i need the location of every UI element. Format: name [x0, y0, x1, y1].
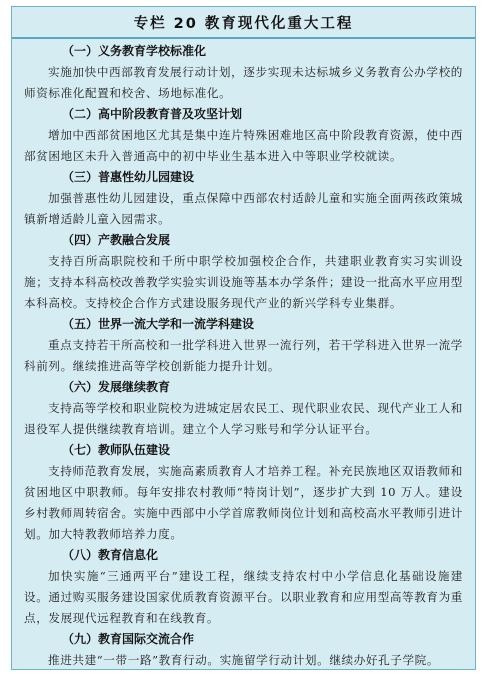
- section-heading: （七）教师队伍建设: [62, 443, 171, 457]
- section-text: 增加中西部贫困地区尤其是集中连片特殊困难地区高中阶段教育资源，使中西部贫困地区未升入普通高中的初中毕业生基本进入中等职业学校就读。: [24, 128, 463, 163]
- section-heading: （四）产教融合发展: [62, 233, 171, 247]
- section-text: 支持师范教育发展，实施高素质教育人才培养工程。补充民族地区双语教师和贫困地区中职教师。每年安排农村教师“特岗计划”，逐步扩大到 10 万人。建设乡村教师周转宿舍。实施中西部中小学首席教师岗位计划和高校高水平教师引进计划。加大特教教师培养力度。: [24, 464, 463, 541]
- section-heading: （五）世界一流大学和一流学科建设: [62, 317, 255, 331]
- section-heading: （二）高中阶段教育普及攻坚计划: [62, 107, 243, 121]
- column-title: 专栏 20 教育现代化重大工程: [12, 7, 475, 39]
- column-content: [12, 39, 475, 670]
- section-heading: （九）教育国际交流合作: [62, 632, 195, 646]
- section-heading: （三）普惠性幼儿园建设: [62, 170, 195, 184]
- section-text: 支持百所高职院校和千所中职学校加强校企合作，共建职业教育实习实训设施；支持本科高校改善教学实验实训设施等基本办学条件；建设一批高水平应用型本科高校。支持校企合作方式建设服务现代产业的新兴学科专业集群。: [24, 254, 463, 310]
- section-heading: （一）义务教育学校标准化: [62, 44, 207, 58]
- section-text: 推进共建“一带一路”教育行动。实施留学行动计划。继续办好孔子学院。: [48, 653, 440, 667]
- section-text: 重点支持若干所高校和一批学科进入世界一流行列，若干学科进入世界一流学科前列。继续推进高等学校创新能力提升计划。: [24, 338, 463, 373]
- section-text: 实施加快中西部教育发展行动计划，逐步实现未达标城乡义务教育公办学校的师资标准化配置和校舍、场地标准化。: [24, 65, 463, 100]
- section-text: 加强普惠性幼儿园建设，重点保障中西部农村适龄儿童和实施全面两孩政策城镇新增适龄儿童入园需求。: [24, 191, 463, 226]
- column-panel: [11, 6, 476, 670]
- section-heading: （六）发展继续教育: [62, 380, 171, 394]
- section-text: 支持高等学校和职业院校为进城定居农民工、现代职业农民、现代产业工人和退役军人提供继续教育培训。建立个人学习账号和学分认证平台。: [24, 401, 463, 436]
- section-heading: （八）教育信息化: [62, 548, 159, 562]
- section-text: 加快实施“三通两平台”建设工程，继续支持农村中小学信息化基础设施建设。通过购买服务建设国家优质教育资源平台。以职业教育和应用型高等教育为重点，发展现代远程教育和在线教育。: [24, 569, 463, 625]
